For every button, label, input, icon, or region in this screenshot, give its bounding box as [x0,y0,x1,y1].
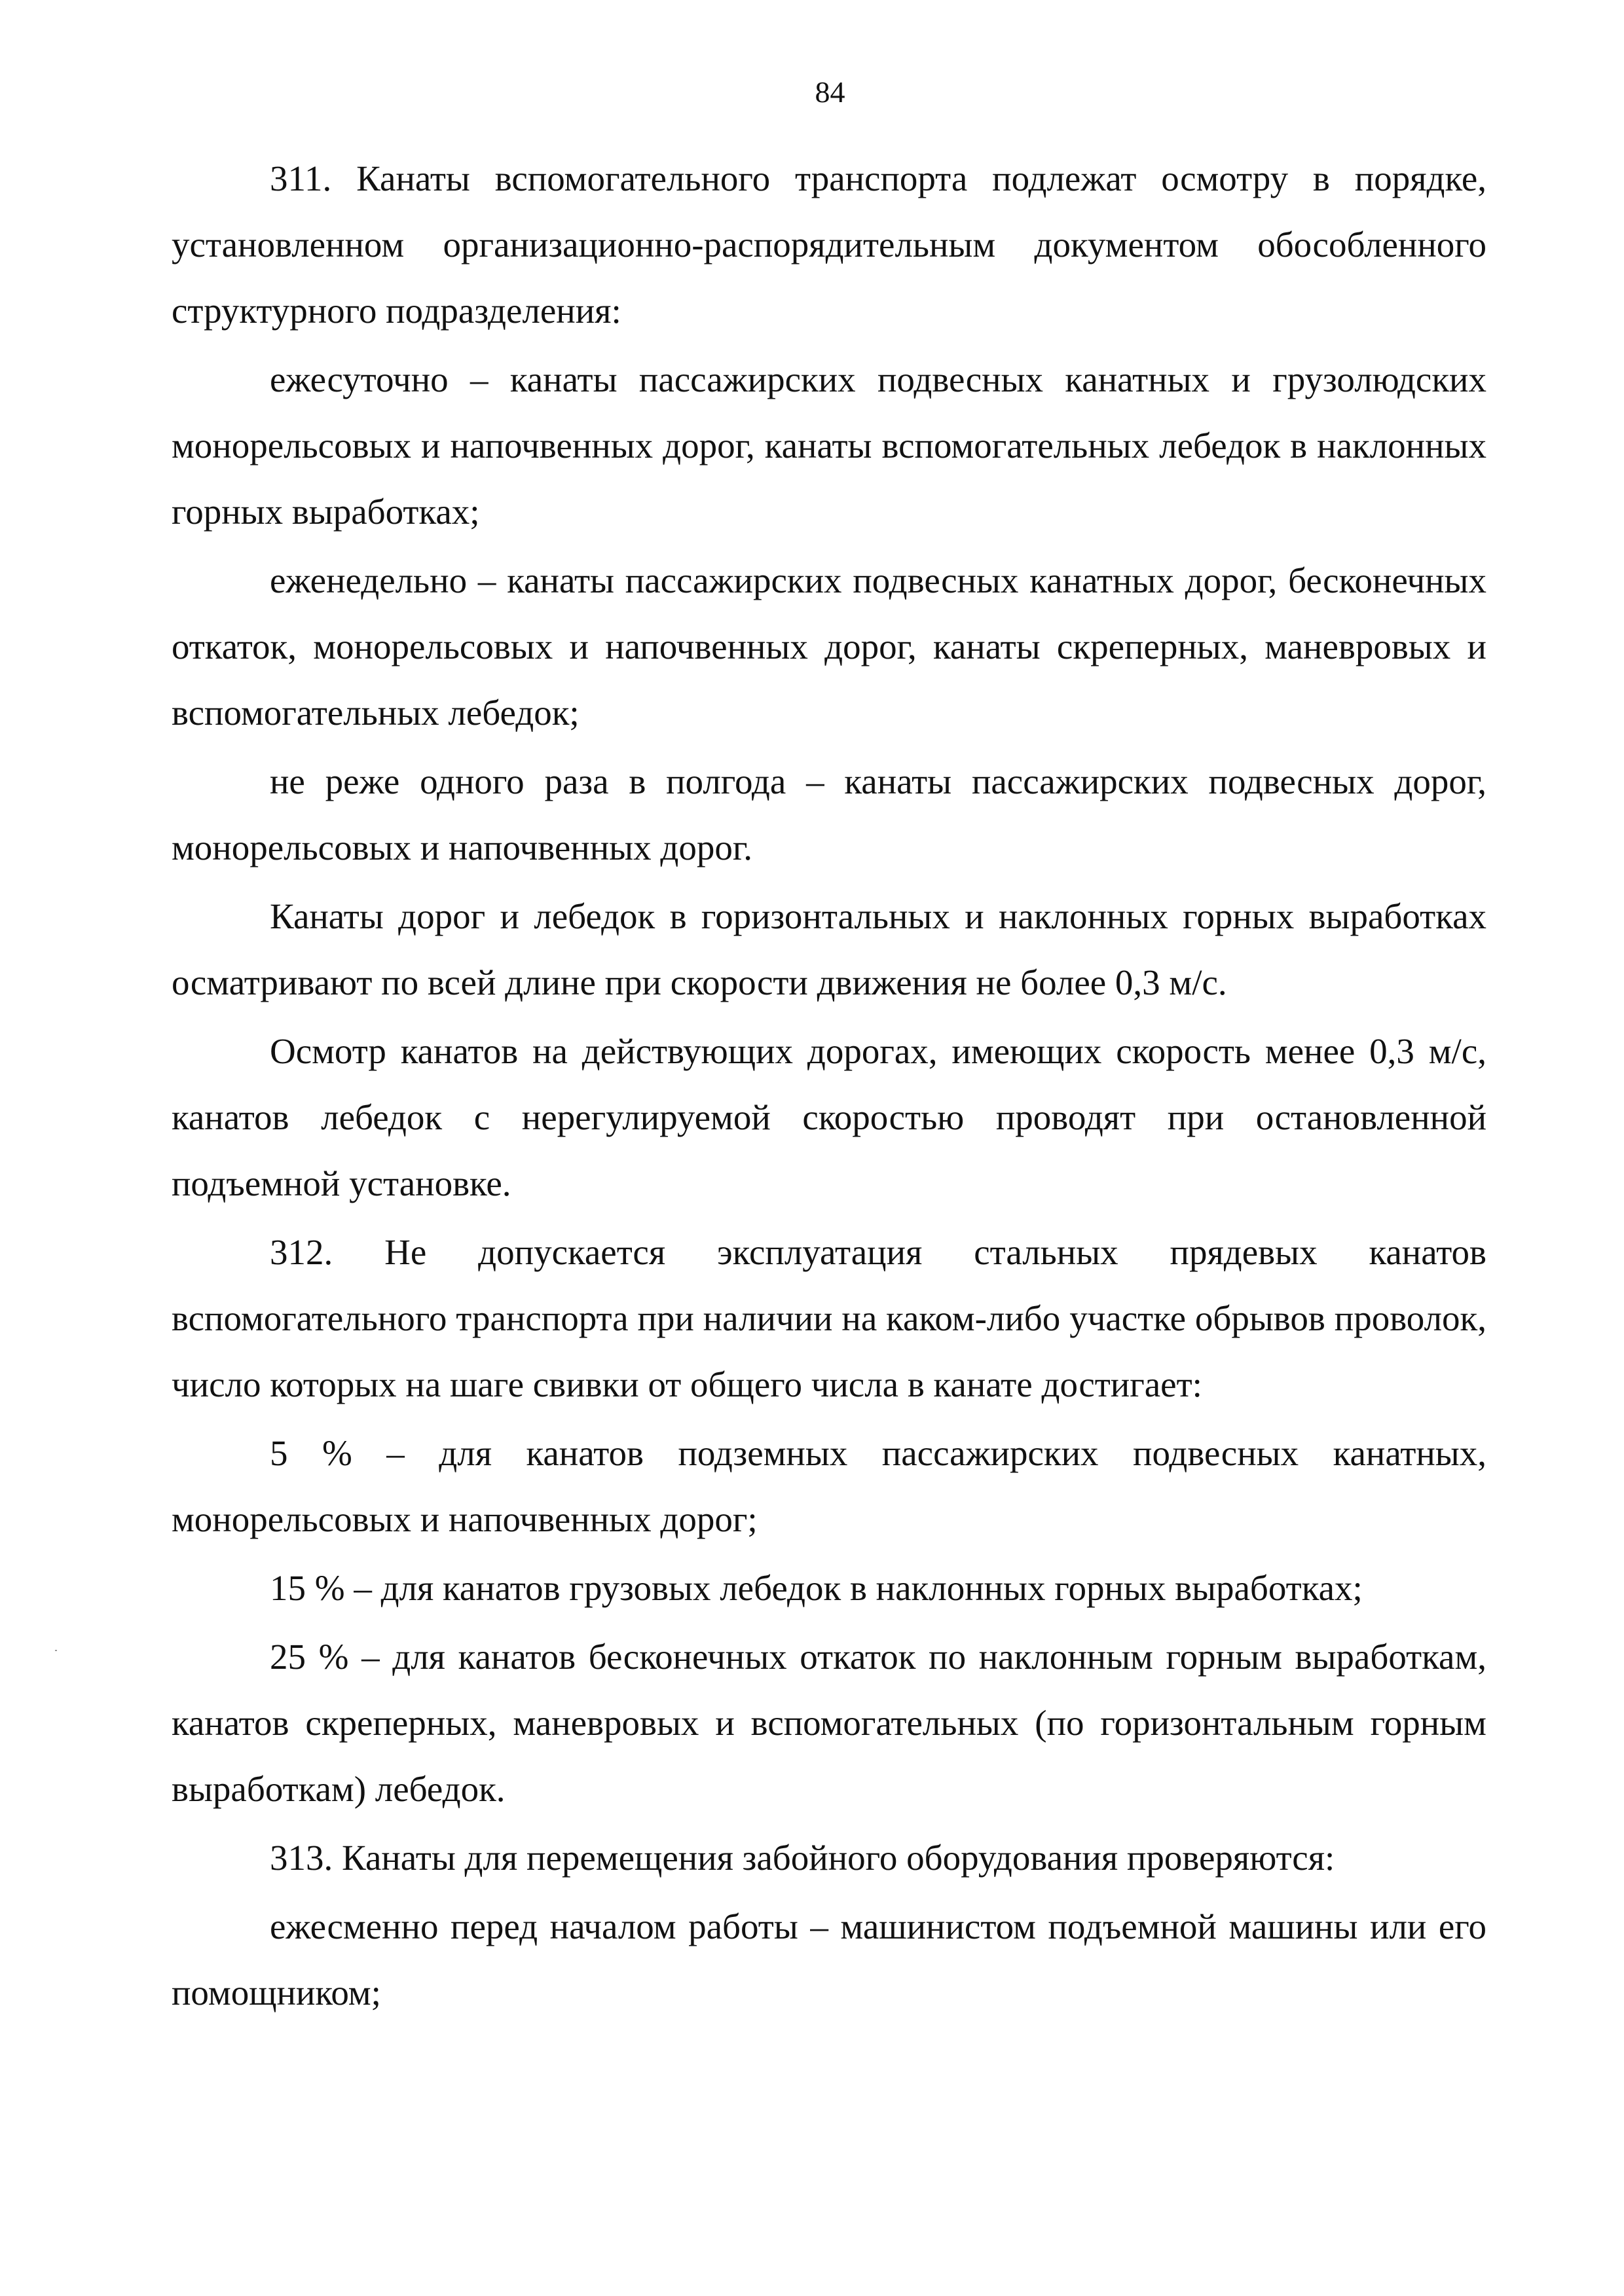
paragraph-inspection-stopped: Осмотр канатов на действующих дорогах, имеющих скорость менее 0,3 м/с, канатов лебедок с нерегулируемой скоростью проводят при остановленной подъемной установке. [172,1031,1486,1203]
page-number: 84 [815,75,845,109]
scan-artifact [55,1650,57,1651]
paragraph-311: 311. Канаты вспомогательного транспорта подлежат осмотру в порядке, установленном организационно-распорядительным документом обособленного структурного подразделения: [172,158,1486,331]
paragraph-25-percent: 25 % – для канатов бесконечных откаток по наклонным горным выработкам, канатов скреперных, маневровых и вспомогательных (по горизонтальным горным выработкам) лебедок. [172,1637,1486,1809]
paragraph-15-percent: 15 % – для канатов грузовых лебедок в наклонных горных выработках; [270,1568,1363,1608]
paragraph-312: 312. Не допускается эксплуатация стальных прядевых канатов вспомогательного транспорта при наличии на каком-либо участке обрывов проволок, число которых на шаге свивки от общего числа в канате достигает: [172,1232,1486,1404]
paragraph-313: 313. Канаты для перемещения забойного оборудования проверяются: [270,1838,1335,1878]
paragraph-inspection-speed: Канаты дорог и лебедок в горизонтальных и наклонных горных выработках осматривают по всей длине при скорости движения не более 0,3 м/с. [172,896,1486,1002]
paragraph-per-shift: ежесменно перед началом работы – машинистом подъемной машины или его помощником; [172,1906,1486,2013]
document-body [172,145,1486,2026]
paragraph-5-percent: 5 % – для канатов подземных пассажирских подвесных канатных, монорельсовых и напочвенных дорог; [172,1433,1486,1539]
paragraph-daily: ежесуточно – канаты пассажирских подвесных канатных и грузолюдских монорельсовых и напочвенных дорог, канаты вспомогательных лебедок в наклонных горных выработках; [172,359,1486,532]
paragraph-weekly: еженедельно – канаты пассажирских подвесных канатных дорог, бесконечных откаток, монорельсовых и напочвенных дорог, канаты скреперных, маневровых и вспомогательных лебедок; [172,560,1486,733]
paragraph-half-year: не реже одного раза в полгода – канаты пассажирских подвесных дорог, монорельсовых и напочвенных дорог. [172,761,1486,867]
